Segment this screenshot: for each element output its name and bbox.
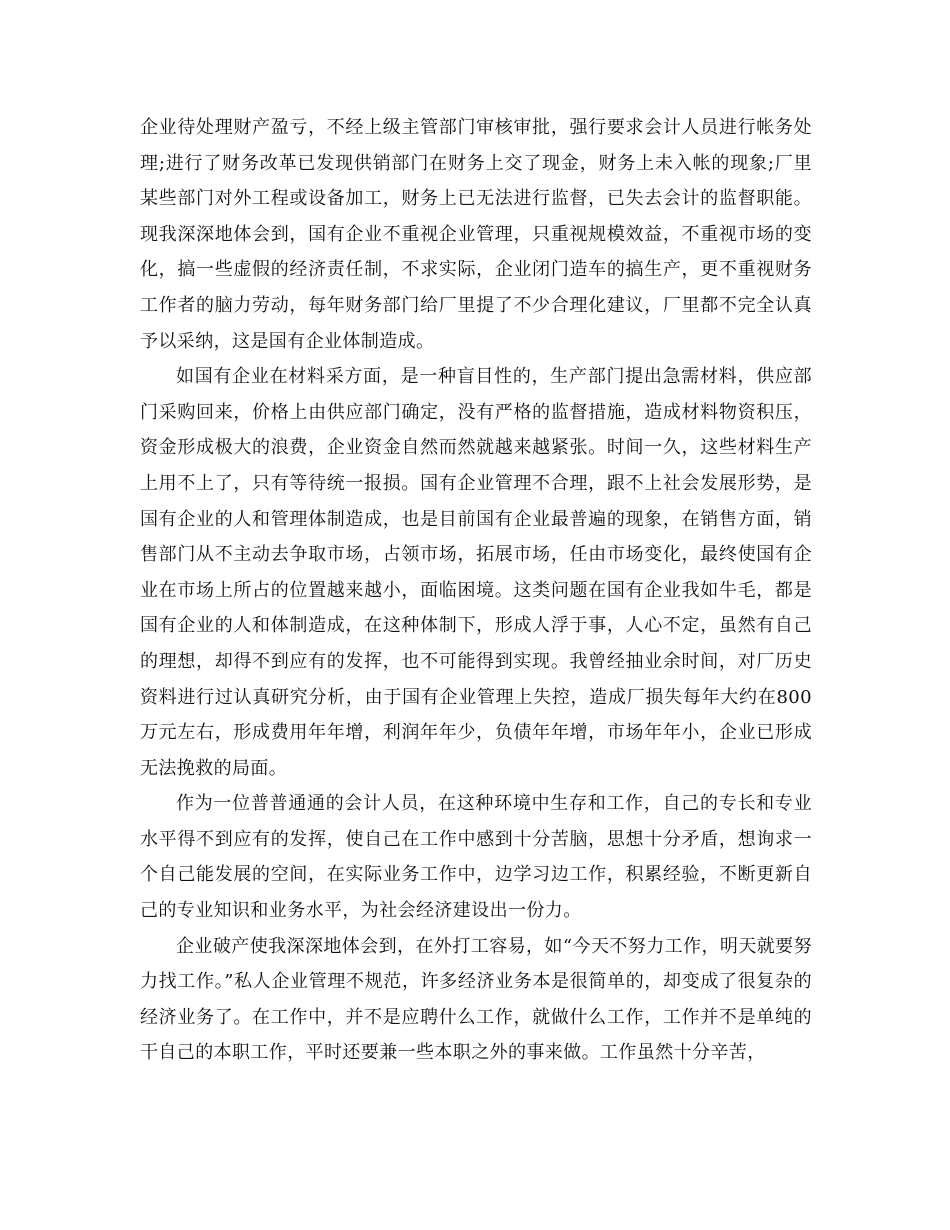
paragraph-accountant-role: 作为一位普普通通的会计人员，在这种环境中生存和工作，自己的专长和专业水平得不到应有的发挥，使自己在工作中感到十分苦脑，思想十分矛盾，想询求一个自己能发展的空间，在实际业务工作中，边学习边工作，积累经验，不断更新自己的专业知识和业务水平，为社会经济建设出一份力。 [140, 793, 812, 922]
paragraph-enterprise-bankruptcy: 企业破产使我深深地体会到，在外打工容易，如“今天不努力工作，明天就要努力找工作。”私人企业管理不规范，许多经济业务本是很简单的，却变成了很复杂的经济业务了。在工作中，并不是应聘什么工作，就做什么工作，工作并不是单纯的干自己的本职工作，平时还要兼一些本职之外的事来做。工作虽然十分辛苦， [140, 935, 812, 1064]
paragraph-material-purchasing: 如国有企业在材料采方面，是一种盲目性的，生产部门提出急需材料，供应部门采购回来，价格上由供应部门确定，没有严格的监督措施，造成材料物资积压，资金形成极大的浪费，企业资金自然而然就越来越紧张。时间一久，这些材料生产上用不上了，只有等待统一报损。国有企业管理不合理，跟不上社会发展形势，是国有企业的人和管理体制造成，也是目前国有企业最普遍的现象，在销售方面，销售部门从不主动去争取市场，占领市场，拓展市场，任由市场变化，最终使国有企业在市场上所占的位置越来越小，面临困境。这类问题在国有企业我如牛毛，都是国有企业的人和体制造成，在这种体制下，形成人浮于事，人心不定，虽然有自己的理想，却得不到应有的发挥，也不可能得到实现。我曾经抽业余时间，对厂历史资料进行过认真研究分析，由于国有企业管理上失控，造成厂损失每年大约在800万元左右，形成费用年年增，利润年年少，负债年年增，市场年年小，企业已形成无法挽救的局面。 [140, 366, 812, 779]
paragraph-continued: 企业待处理财产盈亏，不经上级主管部门审核审批，强行要求会计人员进行帐务处理;进行了财务改革已发现供销部门在财务上交了现金，财务上未入帐的现象;厂里某些部门对外工程或设备加工，财务上已无法进行监督，已失去会计的监督职能。现我深深地体会到，国有企业不重视企业管理，只重视规模效益，不重视市场的变化，搞一些虚假的经济责任制，不求实际，企业闭门造车的搞生产，更不重视财务工作者的脑力劳动，每年财务部门给厂里提了不少合理化建议，厂里都不完全认真予以采纳，这是国有企业体制造成。 [140, 117, 812, 352]
